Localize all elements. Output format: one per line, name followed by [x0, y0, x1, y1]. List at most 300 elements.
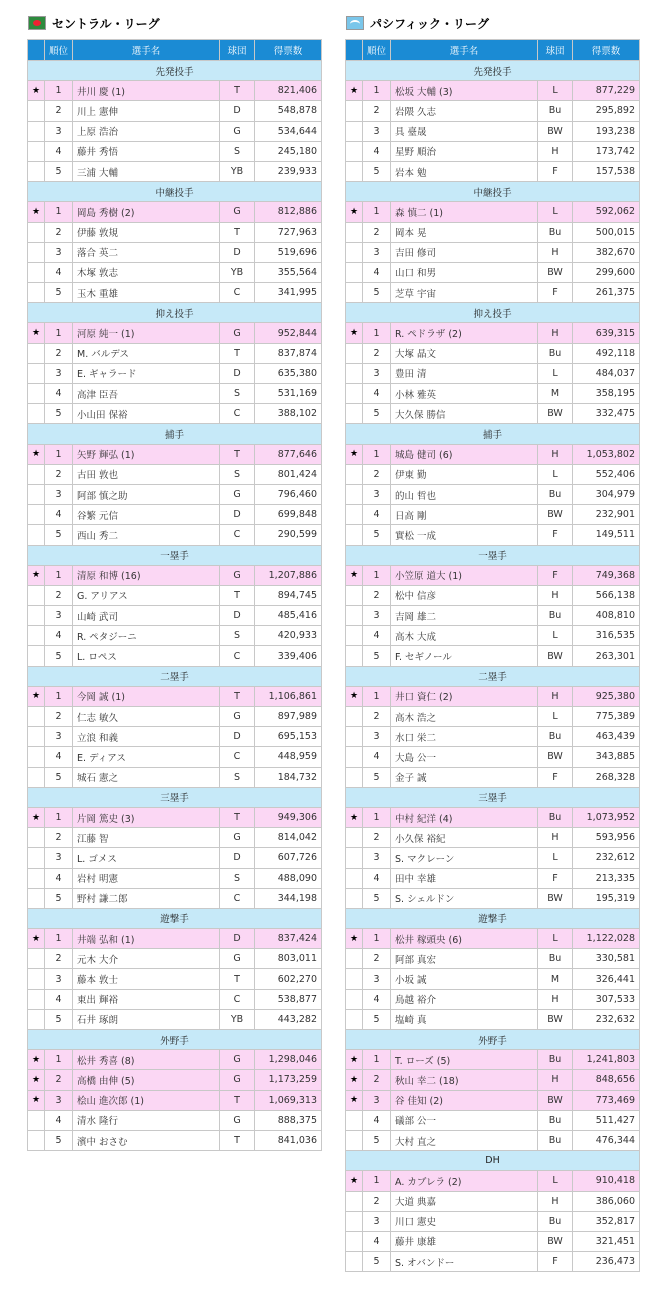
team-code: H: [538, 444, 573, 464]
table-row: [28, 343, 322, 363]
star-mark: [346, 747, 363, 767]
table-row: [28, 1009, 322, 1029]
star-mark: [346, 384, 363, 404]
team-code: H: [538, 323, 573, 343]
rank-cell: 4: [363, 141, 391, 161]
star-mark: [346, 707, 363, 727]
team-code: L: [538, 929, 573, 949]
position-row: [28, 424, 322, 444]
star-mark: [346, 343, 363, 363]
star-mark: [28, 505, 45, 525]
star-mark: [28, 646, 45, 666]
table-row: [346, 81, 640, 101]
team-code: Bu: [538, 807, 573, 827]
team-code: D: [220, 848, 255, 868]
star-mark: [28, 747, 45, 767]
table-row: [28, 283, 322, 303]
player-name: 三浦 大輔: [73, 161, 220, 181]
table-row: [346, 101, 640, 121]
team-code: F: [538, 283, 573, 303]
team-code: D: [220, 242, 255, 262]
player-name: 小林 雅英: [391, 384, 538, 404]
player-name: T. ローズ (5): [391, 1050, 538, 1070]
star-mark: [346, 767, 363, 787]
player-name: 井川 慶 (1): [73, 81, 220, 101]
table-row: [346, 161, 640, 181]
vote-count: 463,439: [573, 727, 640, 747]
player-name: 川上 憲伸: [73, 101, 220, 121]
vote-count: 492,118: [573, 343, 640, 363]
team-code: G: [220, 1110, 255, 1130]
star-mark: ★: [346, 81, 363, 101]
vote-count: 330,581: [573, 949, 640, 969]
player-name: 阿部 慎之助: [73, 484, 220, 504]
team-code: M: [538, 384, 573, 404]
team-code: BW: [538, 121, 573, 141]
rank-cell: 5: [363, 646, 391, 666]
table-row: [28, 505, 322, 525]
player-name: 芝草 宇宙: [391, 283, 538, 303]
table-row: [346, 929, 640, 949]
position-row: [346, 666, 640, 686]
team-code: S: [220, 141, 255, 161]
table-row: [346, 222, 640, 242]
header-rank: 順位: [363, 40, 391, 61]
table-header-row: [28, 40, 322, 61]
header-name: 選手名: [73, 40, 220, 61]
player-name: M. バルデス: [73, 343, 220, 363]
position-heading: 一塁手: [28, 545, 322, 565]
vote-count: 877,646: [255, 444, 322, 464]
vote-count: 316,535: [573, 626, 640, 646]
table-row: [28, 888, 322, 908]
rank-cell: 3: [45, 848, 73, 868]
league-header: [345, 10, 640, 36]
player-name: 谷 佳知 (2): [391, 1090, 538, 1110]
vote-count: 695,153: [255, 727, 322, 747]
vote-count: 195,319: [573, 888, 640, 908]
player-name: 塩崎 真: [391, 1009, 538, 1029]
team-code: YB: [220, 1009, 255, 1029]
vote-count: 538,877: [255, 989, 322, 1009]
rank-cell: 3: [363, 606, 391, 626]
rank-cell: 4: [45, 262, 73, 282]
pacific-league-logo-icon: [346, 16, 364, 30]
table-row: [28, 727, 322, 747]
star-mark: [28, 384, 45, 404]
team-code: L: [538, 202, 573, 222]
rank-cell: 3: [363, 484, 391, 504]
position-row: [28, 787, 322, 807]
player-name: 岩本 勉: [391, 161, 538, 181]
vote-count: 775,389: [573, 707, 640, 727]
table-row: [346, 444, 640, 464]
vote-count: 358,195: [573, 384, 640, 404]
vote-count: 837,874: [255, 343, 322, 363]
rank-cell: 2: [45, 464, 73, 484]
rank-cell: 3: [363, 848, 391, 868]
player-name: 岩村 明憲: [73, 868, 220, 888]
rank-cell: 3: [45, 121, 73, 141]
rank-cell: 5: [363, 888, 391, 908]
player-name: 城島 健司 (6): [391, 444, 538, 464]
table-row: [346, 242, 640, 262]
table-row: [28, 444, 322, 464]
table-row: [28, 969, 322, 989]
position-heading: 抑え投手: [346, 303, 640, 323]
player-name: 阿部 真宏: [391, 949, 538, 969]
player-name: 桧山 進次郎 (1): [73, 1090, 220, 1110]
vote-count: 552,406: [573, 464, 640, 484]
star-mark: [346, 585, 363, 605]
rank-cell: 3: [45, 242, 73, 262]
star-mark: [28, 1009, 45, 1029]
vote-count: 261,375: [573, 283, 640, 303]
rank-cell: 4: [363, 626, 391, 646]
player-name: 玉木 重雄: [73, 283, 220, 303]
player-name: R. ペタジーニ: [73, 626, 220, 646]
rank-cell: 5: [45, 525, 73, 545]
rank-cell: 5: [363, 283, 391, 303]
rank-cell: 1: [45, 686, 73, 706]
table-row: [28, 1110, 322, 1130]
player-name: 濱中 おさむ: [73, 1130, 220, 1150]
team-code: D: [220, 727, 255, 747]
star-mark: [28, 222, 45, 242]
rank-cell: 1: [45, 565, 73, 585]
player-name: F. セギノール: [391, 646, 538, 666]
team-code: L: [538, 464, 573, 484]
vote-count: 837,424: [255, 929, 322, 949]
vote-count: 511,427: [573, 1110, 640, 1130]
position-row: [28, 1030, 322, 1050]
table-row: [346, 1191, 640, 1211]
vote-count: 388,102: [255, 404, 322, 424]
vote-count: 1,207,886: [255, 565, 322, 585]
team-code: L: [538, 848, 573, 868]
player-name: 井端 弘和 (1): [73, 929, 220, 949]
table-row: [346, 283, 640, 303]
star-mark: [28, 141, 45, 161]
table-row: [346, 202, 640, 222]
header-star: [346, 40, 363, 61]
player-name: 東出 輝裕: [73, 989, 220, 1009]
team-code: G: [220, 949, 255, 969]
vote-count: 548,878: [255, 101, 322, 121]
vote-count: 213,335: [573, 868, 640, 888]
vote-count: 184,732: [255, 767, 322, 787]
position-row: [346, 1151, 640, 1171]
team-code: S: [220, 868, 255, 888]
team-code: T: [220, 969, 255, 989]
table-row: [346, 828, 640, 848]
player-name: 秋山 幸二 (18): [391, 1070, 538, 1090]
table-row: [28, 807, 322, 827]
table-row: [346, 626, 640, 646]
star-mark: [346, 262, 363, 282]
player-name: 古田 敦也: [73, 464, 220, 484]
vote-count: 1,173,259: [255, 1070, 322, 1090]
position-heading: 遊撃手: [346, 908, 640, 928]
vote-count: 593,956: [573, 828, 640, 848]
position-heading: 外野手: [346, 1030, 640, 1050]
table-row: [346, 848, 640, 868]
table-row: [346, 606, 640, 626]
vote-count: 236,473: [573, 1252, 640, 1272]
star-mark: ★: [346, 1090, 363, 1110]
table-row: [28, 929, 322, 949]
table-row: [28, 989, 322, 1009]
position-heading: 三塁手: [346, 787, 640, 807]
team-code: C: [220, 888, 255, 908]
star-mark: [28, 888, 45, 908]
vote-count: 796,460: [255, 484, 322, 504]
rank-cell: 1: [45, 929, 73, 949]
player-name: 清水 隆行: [73, 1110, 220, 1130]
vote-count: 299,600: [573, 262, 640, 282]
star-mark: [346, 1009, 363, 1029]
star-mark: [28, 363, 45, 383]
rank-cell: 3: [363, 121, 391, 141]
team-code: S: [220, 384, 255, 404]
team-code: Bu: [538, 1110, 573, 1130]
position-heading: 先発投手: [28, 61, 322, 81]
player-name: 實松 一成: [391, 525, 538, 545]
table-row: [346, 1171, 640, 1191]
team-code: M: [538, 969, 573, 989]
team-code: Bu: [538, 1211, 573, 1231]
table-row: [28, 242, 322, 262]
star-mark: [346, 525, 363, 545]
team-code: Bu: [538, 101, 573, 121]
player-name: 立浪 和義: [73, 727, 220, 747]
rank-cell: 4: [45, 141, 73, 161]
player-name: S. オバンドー: [391, 1252, 538, 1272]
star-mark: ★: [28, 1050, 45, 1070]
team-code: G: [220, 707, 255, 727]
position-row: [346, 61, 640, 81]
team-code: T: [220, 585, 255, 605]
team-code: G: [220, 484, 255, 504]
team-code: G: [220, 1070, 255, 1090]
player-name: 石井 琢朗: [73, 1009, 220, 1029]
player-name: 今岡 誠 (1): [73, 686, 220, 706]
team-code: G: [220, 121, 255, 141]
player-name: 岡島 秀樹 (2): [73, 202, 220, 222]
rank-cell: 2: [363, 1070, 391, 1090]
player-name: 山崎 武司: [73, 606, 220, 626]
team-code: L: [538, 707, 573, 727]
vote-count: 476,344: [573, 1130, 640, 1150]
rank-cell: 5: [45, 888, 73, 908]
header-votes: 得票数: [573, 40, 640, 61]
position-row: [346, 908, 640, 928]
star-mark: ★: [28, 565, 45, 585]
vote-count: 339,406: [255, 646, 322, 666]
player-name: 高木 大成: [391, 626, 538, 646]
table-row: [346, 707, 640, 727]
vote-count: 326,441: [573, 969, 640, 989]
rank-cell: 5: [363, 1252, 391, 1272]
vote-count: 949,306: [255, 807, 322, 827]
rank-cell: 5: [363, 161, 391, 181]
rank-cell: 3: [363, 242, 391, 262]
star-mark: [28, 989, 45, 1009]
player-name: 大道 典嘉: [391, 1191, 538, 1211]
rank-cell: 1: [45, 807, 73, 827]
position-heading: 三塁手: [28, 787, 322, 807]
position-row: [28, 61, 322, 81]
star-mark: ★: [346, 323, 363, 343]
rank-cell: 4: [363, 384, 391, 404]
player-name: 藤井 秀悟: [73, 141, 220, 161]
rank-cell: 3: [363, 1090, 391, 1110]
rank-cell: 1: [45, 1050, 73, 1070]
rank-cell: 5: [363, 525, 391, 545]
rank-cell: 1: [363, 565, 391, 585]
player-name: 小坂 誠: [391, 969, 538, 989]
vote-count: 531,169: [255, 384, 322, 404]
rank-cell: 5: [45, 1130, 73, 1150]
team-code: F: [538, 868, 573, 888]
star-mark: [28, 707, 45, 727]
star-mark: [28, 404, 45, 424]
star-mark: [28, 1110, 45, 1130]
league-title: セントラル・リーグ: [52, 16, 160, 31]
table-row: [346, 747, 640, 767]
rank-cell: 4: [363, 868, 391, 888]
rank-cell: 5: [45, 404, 73, 424]
player-name: 小笠原 道大 (1): [391, 565, 538, 585]
star-mark: ★: [28, 81, 45, 101]
team-code: L: [538, 626, 573, 646]
player-name: 伊東 勤: [391, 464, 538, 484]
vote-count: 801,424: [255, 464, 322, 484]
player-name: 小山田 保裕: [73, 404, 220, 424]
table-row: [346, 767, 640, 787]
table-row: [346, 1009, 640, 1029]
header-team: 球団: [220, 40, 255, 61]
star-mark: ★: [346, 1050, 363, 1070]
player-name: S. マクレーン: [391, 848, 538, 868]
star-mark: [28, 283, 45, 303]
team-code: H: [538, 828, 573, 848]
position-heading: 先発投手: [346, 61, 640, 81]
table-row: [346, 565, 640, 585]
rank-cell: 4: [363, 747, 391, 767]
player-name: 大塚 晶文: [391, 343, 538, 363]
rank-cell: 2: [363, 1191, 391, 1211]
rank-cell: 4: [45, 384, 73, 404]
table-row: [28, 646, 322, 666]
team-code: G: [220, 202, 255, 222]
team-code: C: [220, 989, 255, 1009]
vote-count: 290,599: [255, 525, 322, 545]
vote-count: 1,053,802: [573, 444, 640, 464]
rank-cell: 4: [363, 262, 391, 282]
rank-cell: 4: [363, 989, 391, 1009]
table-row: [346, 1070, 640, 1090]
vote-count: 534,644: [255, 121, 322, 141]
rank-cell: 3: [363, 969, 391, 989]
player-name: 田中 幸雄: [391, 868, 538, 888]
rank-cell: 5: [45, 767, 73, 787]
team-code: C: [220, 525, 255, 545]
vote-count: 1,241,803: [573, 1050, 640, 1070]
table-row: [346, 525, 640, 545]
player-name: 西山 秀二: [73, 525, 220, 545]
player-name: 森 慎二 (1): [391, 202, 538, 222]
team-code: BW: [538, 505, 573, 525]
team-code: T: [220, 686, 255, 706]
rank-cell: 2: [363, 949, 391, 969]
team-code: Bu: [538, 222, 573, 242]
table-row: [346, 404, 640, 424]
star-mark: ★: [346, 686, 363, 706]
vote-count: 157,538: [573, 161, 640, 181]
player-name: 岡本 晃: [391, 222, 538, 242]
team-code: Bu: [538, 949, 573, 969]
star-mark: [346, 888, 363, 908]
team-code: D: [220, 101, 255, 121]
team-code: D: [220, 505, 255, 525]
vote-count: 1,298,046: [255, 1050, 322, 1070]
team-code: L: [538, 81, 573, 101]
team-code: G: [220, 1050, 255, 1070]
player-name: 片岡 篤史 (3): [73, 807, 220, 827]
player-name: 河原 純一 (1): [73, 323, 220, 343]
table-row: [28, 121, 322, 141]
vote-count: 193,238: [573, 121, 640, 141]
star-mark: [346, 141, 363, 161]
rank-cell: 5: [45, 161, 73, 181]
star-mark: [28, 949, 45, 969]
star-mark: [28, 242, 45, 262]
player-name: 矢野 輝弘 (1): [73, 444, 220, 464]
star-mark: [346, 969, 363, 989]
table-row: [28, 525, 322, 545]
vote-count: 888,375: [255, 1110, 322, 1130]
star-mark: [346, 1110, 363, 1130]
rank-cell: 4: [45, 747, 73, 767]
star-mark: [346, 989, 363, 1009]
star-mark: [346, 606, 363, 626]
table-row: [346, 484, 640, 504]
table-row: [28, 626, 322, 646]
player-name: 落合 英二: [73, 242, 220, 262]
vote-count: 592,062: [573, 202, 640, 222]
rank-cell: 5: [363, 767, 391, 787]
table-row: [28, 1050, 322, 1070]
player-name: 中村 紀洋 (4): [391, 807, 538, 827]
player-name: 城石 憲之: [73, 767, 220, 787]
position-row: [346, 545, 640, 565]
rank-cell: 3: [45, 727, 73, 747]
rank-cell: 4: [363, 505, 391, 525]
rank-cell: 3: [45, 363, 73, 383]
star-mark: [346, 161, 363, 181]
star-mark: ★: [346, 1171, 363, 1191]
rank-cell: 3: [363, 1211, 391, 1231]
team-code: G: [220, 565, 255, 585]
vote-count: 1,106,861: [255, 686, 322, 706]
team-code: YB: [220, 161, 255, 181]
table-row: [28, 161, 322, 181]
position-heading: 二塁手: [28, 666, 322, 686]
position-heading: 一塁手: [346, 545, 640, 565]
central-league-logo-icon: [28, 16, 46, 30]
vote-count: 343,885: [573, 747, 640, 767]
